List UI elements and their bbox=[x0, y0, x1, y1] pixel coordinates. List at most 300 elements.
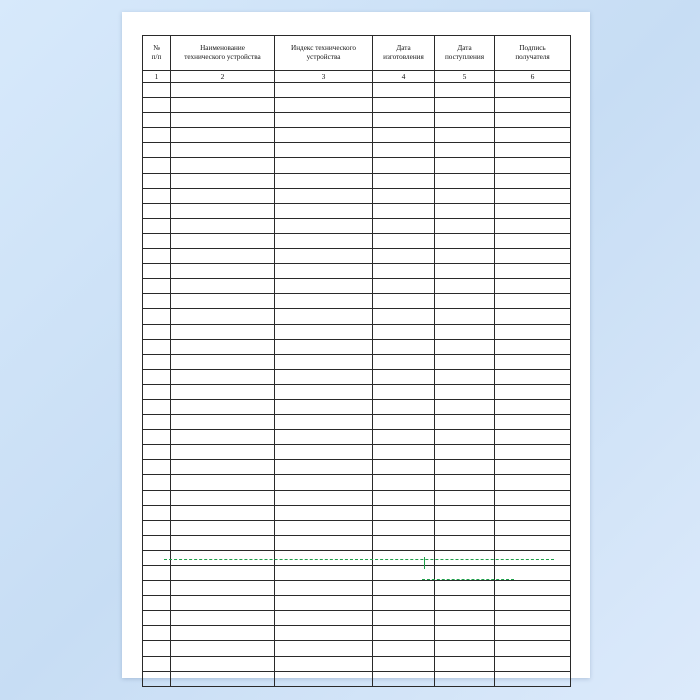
header-cell-recipient-signature bbox=[495, 36, 571, 71]
table-cell[interactable] bbox=[435, 581, 495, 596]
table-row[interactable] bbox=[143, 384, 571, 399]
table-cell[interactable] bbox=[275, 83, 373, 98]
table-cell[interactable] bbox=[275, 98, 373, 113]
table-cell[interactable] bbox=[435, 490, 495, 505]
table-cell[interactable] bbox=[275, 475, 373, 490]
table-cell[interactable] bbox=[373, 188, 435, 203]
table-cell[interactable] bbox=[171, 656, 275, 671]
table-cell[interactable] bbox=[143, 399, 171, 414]
table-cell[interactable] bbox=[171, 566, 275, 581]
table-cell[interactable] bbox=[495, 596, 571, 611]
table-cell[interactable] bbox=[171, 641, 275, 656]
table-cell[interactable] bbox=[495, 445, 571, 460]
table-cell[interactable] bbox=[171, 143, 275, 158]
table-cell[interactable] bbox=[143, 581, 171, 596]
table-cell[interactable] bbox=[171, 384, 275, 399]
table-cell[interactable] bbox=[435, 626, 495, 641]
table-cell[interactable] bbox=[373, 158, 435, 173]
table-cell[interactable] bbox=[373, 173, 435, 188]
table-cell[interactable] bbox=[143, 656, 171, 671]
table-cell[interactable] bbox=[143, 233, 171, 248]
table-cell[interactable] bbox=[275, 324, 373, 339]
table-cell[interactable] bbox=[495, 158, 571, 173]
table-cell[interactable] bbox=[435, 656, 495, 671]
table-cell[interactable] bbox=[435, 641, 495, 656]
table-cell[interactable] bbox=[143, 83, 171, 98]
table-cell[interactable] bbox=[143, 324, 171, 339]
table-row[interactable] bbox=[143, 656, 571, 671]
table-cell[interactable] bbox=[275, 490, 373, 505]
table-cell[interactable] bbox=[171, 324, 275, 339]
header-line-2: устройства bbox=[306, 53, 341, 61]
document-sheet bbox=[122, 12, 590, 678]
table-cell[interactable] bbox=[143, 611, 171, 626]
table-cell[interactable] bbox=[171, 98, 275, 113]
table-cell[interactable] bbox=[143, 218, 171, 233]
table-cell[interactable] bbox=[275, 445, 373, 460]
table-cell[interactable] bbox=[373, 566, 435, 581]
table-cell[interactable] bbox=[275, 581, 373, 596]
table-cell[interactable] bbox=[495, 113, 571, 128]
table-row[interactable] bbox=[143, 249, 571, 264]
table-cell[interactable] bbox=[143, 173, 171, 188]
table-row[interactable] bbox=[143, 324, 571, 339]
table-cell[interactable] bbox=[435, 218, 495, 233]
table-cell[interactable] bbox=[143, 369, 171, 384]
table-cell[interactable] bbox=[275, 596, 373, 611]
table-cell[interactable] bbox=[143, 113, 171, 128]
table-cell[interactable] bbox=[275, 430, 373, 445]
table-cell[interactable] bbox=[373, 233, 435, 248]
table-cell[interactable] bbox=[143, 641, 171, 656]
column-number-2: 2 bbox=[171, 71, 275, 83]
table-cell[interactable] bbox=[495, 203, 571, 218]
table-cell[interactable] bbox=[275, 384, 373, 399]
table-cell[interactable] bbox=[435, 520, 495, 535]
table-cell[interactable] bbox=[171, 294, 275, 309]
table-cell[interactable] bbox=[171, 203, 275, 218]
table-row[interactable] bbox=[143, 475, 571, 490]
table-row[interactable] bbox=[143, 113, 571, 128]
table-cell[interactable] bbox=[373, 279, 435, 294]
table-cell[interactable] bbox=[435, 384, 495, 399]
table-cell[interactable] bbox=[275, 218, 373, 233]
table-cell[interactable] bbox=[495, 324, 571, 339]
table-cell[interactable] bbox=[373, 671, 435, 686]
table-row[interactable] bbox=[143, 430, 571, 445]
table-cell[interactable] bbox=[373, 128, 435, 143]
table-cell[interactable] bbox=[171, 581, 275, 596]
table-cell[interactable] bbox=[435, 83, 495, 98]
table-cell[interactable] bbox=[435, 324, 495, 339]
table-cell[interactable] bbox=[373, 98, 435, 113]
table-cell[interactable] bbox=[275, 158, 373, 173]
table-cell[interactable] bbox=[171, 173, 275, 188]
table-cell[interactable] bbox=[275, 671, 373, 686]
table-row[interactable] bbox=[143, 445, 571, 460]
table-cell[interactable] bbox=[143, 158, 171, 173]
table-cell[interactable] bbox=[171, 505, 275, 520]
table-cell[interactable] bbox=[495, 399, 571, 414]
table-cell[interactable] bbox=[143, 475, 171, 490]
table-cell[interactable] bbox=[435, 430, 495, 445]
table-cell[interactable] bbox=[373, 203, 435, 218]
table-cell[interactable] bbox=[435, 203, 495, 218]
table-cell[interactable] bbox=[143, 550, 171, 565]
table-cell[interactable] bbox=[435, 279, 495, 294]
table-cell[interactable] bbox=[275, 505, 373, 520]
table-cell[interactable] bbox=[275, 460, 373, 475]
table-cell[interactable] bbox=[171, 339, 275, 354]
table-cell[interactable] bbox=[143, 294, 171, 309]
table-cell[interactable] bbox=[171, 475, 275, 490]
table-cell[interactable] bbox=[435, 460, 495, 475]
table-cell[interactable] bbox=[143, 188, 171, 203]
table-cell[interactable] bbox=[143, 354, 171, 369]
table-cell[interactable] bbox=[373, 83, 435, 98]
table-cell[interactable] bbox=[275, 143, 373, 158]
table-row[interactable] bbox=[143, 460, 571, 475]
table-cell[interactable] bbox=[495, 279, 571, 294]
column-number-4: 4 bbox=[373, 71, 435, 83]
table-cell[interactable] bbox=[171, 264, 275, 279]
header-line-1: Дата bbox=[396, 44, 411, 52]
column-number-5: 5 bbox=[435, 71, 495, 83]
header-cell-device-name bbox=[171, 36, 275, 71]
table-row[interactable] bbox=[143, 611, 571, 626]
table-cell[interactable] bbox=[275, 249, 373, 264]
table-cell[interactable] bbox=[495, 173, 571, 188]
table-cell[interactable] bbox=[495, 505, 571, 520]
table-row[interactable] bbox=[143, 641, 571, 656]
table-cell[interactable] bbox=[143, 128, 171, 143]
table-cell[interactable] bbox=[495, 218, 571, 233]
table-cell[interactable] bbox=[373, 656, 435, 671]
table-cell[interactable] bbox=[275, 369, 373, 384]
table-cell[interactable] bbox=[495, 309, 571, 324]
table-cell[interactable] bbox=[495, 415, 571, 430]
header-line-1: Дата bbox=[457, 44, 472, 52]
table-cell[interactable] bbox=[373, 520, 435, 535]
table-cell[interactable] bbox=[495, 249, 571, 264]
table-row[interactable] bbox=[143, 490, 571, 505]
table-cell[interactable] bbox=[143, 626, 171, 641]
table-cell[interactable] bbox=[495, 490, 571, 505]
table-cell[interactable] bbox=[143, 339, 171, 354]
table-cell[interactable] bbox=[171, 128, 275, 143]
table-cell[interactable] bbox=[435, 611, 495, 626]
table-cell[interactable] bbox=[495, 384, 571, 399]
table-cell[interactable] bbox=[373, 309, 435, 324]
table-cell[interactable] bbox=[171, 460, 275, 475]
table-cell[interactable] bbox=[495, 128, 571, 143]
table-cell[interactable] bbox=[495, 98, 571, 113]
table-cell[interactable] bbox=[435, 294, 495, 309]
table-cell[interactable] bbox=[171, 550, 275, 565]
table-cell[interactable] bbox=[275, 626, 373, 641]
table-cell[interactable] bbox=[495, 671, 571, 686]
table-cell[interactable] bbox=[435, 399, 495, 414]
table-cell[interactable] bbox=[373, 490, 435, 505]
table-cell[interactable] bbox=[171, 113, 275, 128]
table-row[interactable] bbox=[143, 98, 571, 113]
table-cell[interactable] bbox=[143, 415, 171, 430]
table-cell[interactable] bbox=[373, 535, 435, 550]
table-cell[interactable] bbox=[495, 566, 571, 581]
table-cell[interactable] bbox=[171, 309, 275, 324]
table-cell[interactable] bbox=[373, 324, 435, 339]
table-cell[interactable] bbox=[171, 430, 275, 445]
table-cell[interactable] bbox=[171, 354, 275, 369]
table-cell[interactable] bbox=[435, 98, 495, 113]
table-cell[interactable] bbox=[435, 113, 495, 128]
table-cell[interactable] bbox=[373, 596, 435, 611]
table-cell[interactable] bbox=[275, 399, 373, 414]
table-cell[interactable] bbox=[171, 158, 275, 173]
table-cell[interactable] bbox=[171, 369, 275, 384]
table-cell[interactable] bbox=[171, 249, 275, 264]
table-cell[interactable] bbox=[495, 430, 571, 445]
table-cell[interactable] bbox=[373, 143, 435, 158]
header-line-1: Подпись bbox=[519, 44, 546, 52]
table-cell[interactable] bbox=[495, 520, 571, 535]
table-cell[interactable] bbox=[435, 309, 495, 324]
table-row[interactable] bbox=[143, 279, 571, 294]
table-row[interactable] bbox=[143, 128, 571, 143]
table-row[interactable] bbox=[143, 535, 571, 550]
register-table bbox=[142, 35, 571, 687]
table-cell[interactable] bbox=[275, 611, 373, 626]
table-cell[interactable] bbox=[495, 264, 571, 279]
table-cell[interactable] bbox=[143, 143, 171, 158]
table-cell[interactable] bbox=[275, 535, 373, 550]
table-cell[interactable] bbox=[143, 520, 171, 535]
table-cell[interactable] bbox=[373, 218, 435, 233]
table-row[interactable] bbox=[143, 671, 571, 686]
table-cell[interactable] bbox=[435, 173, 495, 188]
table-cell[interactable] bbox=[171, 279, 275, 294]
table-cell[interactable] bbox=[143, 445, 171, 460]
table-cell[interactable] bbox=[373, 339, 435, 354]
table-cell[interactable] bbox=[435, 550, 495, 565]
table-row[interactable] bbox=[143, 581, 571, 596]
table-cell[interactable] bbox=[495, 656, 571, 671]
table-row[interactable] bbox=[143, 264, 571, 279]
table-row[interactable] bbox=[143, 415, 571, 430]
table-row[interactable] bbox=[143, 294, 571, 309]
table-cell[interactable] bbox=[171, 520, 275, 535]
table-row[interactable] bbox=[143, 233, 571, 248]
table-cell[interactable] bbox=[373, 430, 435, 445]
table-cell[interactable] bbox=[373, 354, 435, 369]
table-cell[interactable] bbox=[143, 309, 171, 324]
header-line-2: поступления bbox=[444, 53, 485, 61]
table-row[interactable] bbox=[143, 188, 571, 203]
table-cell[interactable] bbox=[171, 399, 275, 414]
table-cell[interactable] bbox=[495, 626, 571, 641]
table-cell[interactable] bbox=[171, 233, 275, 248]
table-cell[interactable] bbox=[373, 626, 435, 641]
table-row[interactable] bbox=[143, 218, 571, 233]
table-cell[interactable] bbox=[373, 505, 435, 520]
table-cell[interactable] bbox=[373, 611, 435, 626]
table-cell[interactable] bbox=[495, 83, 571, 98]
table-cell[interactable] bbox=[143, 460, 171, 475]
table-cell[interactable] bbox=[435, 249, 495, 264]
table-cell[interactable] bbox=[495, 233, 571, 248]
table-cell[interactable] bbox=[143, 505, 171, 520]
table-row[interactable] bbox=[143, 566, 571, 581]
table-cell[interactable] bbox=[275, 233, 373, 248]
table-row[interactable] bbox=[143, 399, 571, 414]
table-cell[interactable] bbox=[143, 490, 171, 505]
table-cell[interactable] bbox=[495, 339, 571, 354]
table-cell[interactable] bbox=[275, 309, 373, 324]
table-cell[interactable] bbox=[143, 203, 171, 218]
table-cell[interactable] bbox=[373, 113, 435, 128]
table-cell[interactable] bbox=[435, 671, 495, 686]
table-cell[interactable] bbox=[171, 188, 275, 203]
table-cell[interactable] bbox=[143, 535, 171, 550]
table-row[interactable] bbox=[143, 173, 571, 188]
table-row[interactable] bbox=[143, 520, 571, 535]
table-row[interactable] bbox=[143, 309, 571, 324]
header-cell-receipt-date bbox=[435, 36, 495, 71]
table-cell[interactable] bbox=[143, 384, 171, 399]
column-number-row bbox=[143, 71, 571, 83]
table-cell[interactable] bbox=[373, 581, 435, 596]
table-cell[interactable] bbox=[143, 264, 171, 279]
table-cell[interactable] bbox=[495, 535, 571, 550]
table-cell[interactable] bbox=[373, 550, 435, 565]
table-cell[interactable] bbox=[275, 415, 373, 430]
table-row[interactable] bbox=[143, 626, 571, 641]
table-cell[interactable] bbox=[171, 626, 275, 641]
table-row[interactable] bbox=[143, 550, 571, 565]
table-cell[interactable] bbox=[373, 249, 435, 264]
table-cell[interactable] bbox=[275, 641, 373, 656]
table-cell[interactable] bbox=[495, 294, 571, 309]
table-row[interactable] bbox=[143, 83, 571, 98]
table-cell[interactable] bbox=[143, 566, 171, 581]
table-cell[interactable] bbox=[275, 173, 373, 188]
table-cell[interactable] bbox=[435, 264, 495, 279]
table-cell[interactable] bbox=[275, 188, 373, 203]
table-cell[interactable] bbox=[373, 294, 435, 309]
table-cell[interactable] bbox=[495, 641, 571, 656]
table-cell[interactable] bbox=[435, 188, 495, 203]
table-cell[interactable] bbox=[275, 566, 373, 581]
table-cell[interactable] bbox=[495, 143, 571, 158]
register-table-wrapper bbox=[142, 35, 570, 687]
table-cell[interactable] bbox=[373, 384, 435, 399]
table-cell[interactable] bbox=[435, 475, 495, 490]
table-cell[interactable] bbox=[495, 354, 571, 369]
table-cell[interactable] bbox=[373, 399, 435, 414]
table-cell[interactable] bbox=[171, 535, 275, 550]
table-cell[interactable] bbox=[171, 490, 275, 505]
table-cell[interactable] bbox=[143, 279, 171, 294]
table-cell[interactable] bbox=[275, 279, 373, 294]
table-cell[interactable] bbox=[171, 415, 275, 430]
header-cell-manufacture-date bbox=[373, 36, 435, 71]
table-cell[interactable] bbox=[373, 415, 435, 430]
table-row[interactable] bbox=[143, 339, 571, 354]
table-cell[interactable] bbox=[435, 596, 495, 611]
table-row[interactable] bbox=[143, 158, 571, 173]
table-cell[interactable] bbox=[143, 596, 171, 611]
table-cell[interactable] bbox=[373, 475, 435, 490]
table-cell[interactable] bbox=[435, 566, 495, 581]
table-cell[interactable] bbox=[143, 430, 171, 445]
table-cell[interactable] bbox=[275, 520, 373, 535]
table-cell[interactable] bbox=[435, 535, 495, 550]
table-row[interactable] bbox=[143, 369, 571, 384]
table-row[interactable] bbox=[143, 596, 571, 611]
table-cell[interactable] bbox=[275, 203, 373, 218]
table-cell[interactable] bbox=[275, 113, 373, 128]
table-cell[interactable] bbox=[495, 460, 571, 475]
table-cell[interactable] bbox=[495, 369, 571, 384]
table-cell[interactable] bbox=[275, 656, 373, 671]
table-cell[interactable] bbox=[171, 445, 275, 460]
table-cell[interactable] bbox=[495, 188, 571, 203]
table-cell[interactable] bbox=[171, 671, 275, 686]
table-cell[interactable] bbox=[435, 158, 495, 173]
table-cell[interactable] bbox=[435, 128, 495, 143]
table-cell[interactable] bbox=[143, 671, 171, 686]
table-cell[interactable] bbox=[435, 415, 495, 430]
table-cell[interactable] bbox=[373, 460, 435, 475]
table-cell[interactable] bbox=[495, 611, 571, 626]
table-cell[interactable] bbox=[373, 369, 435, 384]
table-cell[interactable] bbox=[435, 233, 495, 248]
table-cell[interactable] bbox=[495, 475, 571, 490]
table-cell[interactable] bbox=[275, 264, 373, 279]
table-cell[interactable] bbox=[495, 550, 571, 565]
table-cell[interactable] bbox=[275, 339, 373, 354]
table-cell[interactable] bbox=[373, 641, 435, 656]
table-cell[interactable] bbox=[435, 369, 495, 384]
table-cell[interactable] bbox=[275, 294, 373, 309]
table-cell[interactable] bbox=[143, 98, 171, 113]
table-cell[interactable] bbox=[435, 143, 495, 158]
table-cell[interactable] bbox=[435, 505, 495, 520]
table-cell[interactable] bbox=[275, 550, 373, 565]
column-number-1: 1 bbox=[143, 71, 171, 83]
table-cell[interactable] bbox=[171, 596, 275, 611]
table-row[interactable] bbox=[143, 203, 571, 218]
header-row bbox=[143, 36, 571, 71]
table-row[interactable] bbox=[143, 505, 571, 520]
table-cell[interactable] bbox=[435, 445, 495, 460]
table-row[interactable] bbox=[143, 354, 571, 369]
table-cell[interactable] bbox=[143, 249, 171, 264]
table-cell[interactable] bbox=[373, 445, 435, 460]
table-cell[interactable] bbox=[275, 354, 373, 369]
table-cell[interactable] bbox=[171, 611, 275, 626]
table-cell[interactable] bbox=[275, 128, 373, 143]
table-cell[interactable] bbox=[435, 339, 495, 354]
table-cell[interactable] bbox=[435, 354, 495, 369]
table-cell[interactable] bbox=[495, 581, 571, 596]
table-cell[interactable] bbox=[373, 264, 435, 279]
table-cell[interactable] bbox=[171, 218, 275, 233]
table-cell[interactable] bbox=[171, 83, 275, 98]
header-line-1: Наименование bbox=[200, 44, 245, 52]
table-row[interactable] bbox=[143, 143, 571, 158]
header-cell-device-index bbox=[275, 36, 373, 71]
